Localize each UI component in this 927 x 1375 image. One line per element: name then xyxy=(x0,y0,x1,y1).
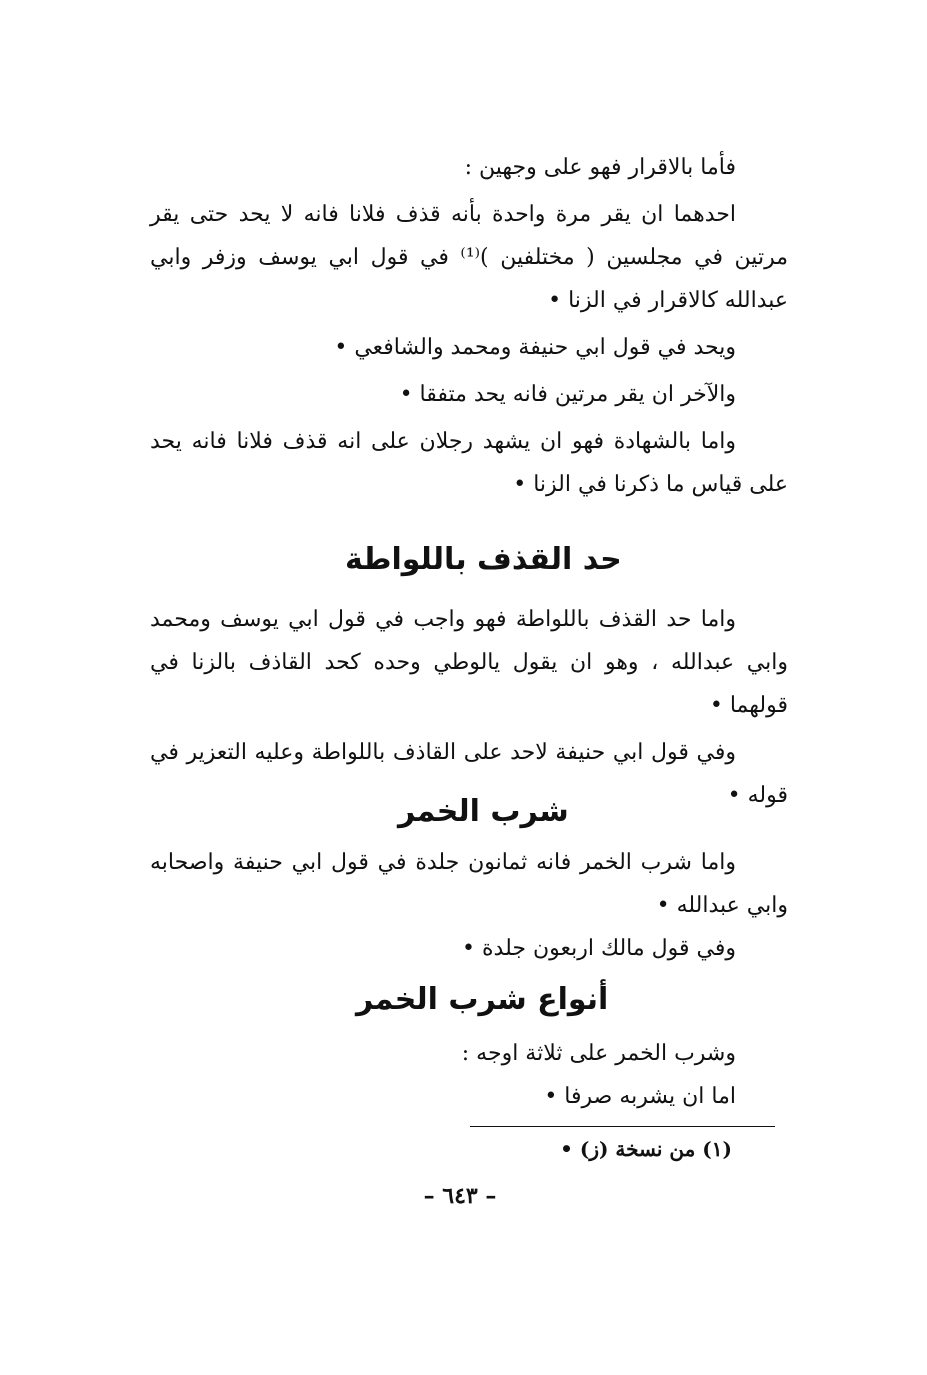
paragraph: واما شرب الخمر فانه ثمانون جلدة في قول ابي حنيفة واصحابه وابي عبدالله • xyxy=(150,850,788,918)
paragraph: فأما بالاقرار فهو على وجهين : xyxy=(464,155,736,180)
section-khamr xyxy=(150,841,788,970)
paragraph: وشرب الخمر على ثلاثة اوجه : xyxy=(461,1041,736,1066)
section-heading: حد القذف باللواطة xyxy=(345,542,622,577)
paragraph: واما حد القذف باللواطة فهو واجب في قول ابي يوسف ومحمد وابي عبدالله ، وهو ان يقول يالوطي وحده كحد القاذف بالزنا في قولهما • xyxy=(150,607,788,718)
paragraph: وفي قول ابي حنيفة لاحد على القاذف باللواطة وعليه التعزير في قوله • xyxy=(150,740,788,808)
section-heading: شرب الخمر xyxy=(398,794,569,829)
page-number: – ٦٤٣ – xyxy=(423,1183,497,1209)
paragraph: واما بالشهادة فهو ان يشهد رجلان على انه قذف فلانا فانه يحد على قياس ما ذكرنا في الزنا • xyxy=(150,429,788,497)
section-iqrar xyxy=(150,146,788,506)
footnote: (١) من نسخة (ز) • xyxy=(560,1137,732,1161)
paragraph: احدهما ان يقر مرة واحدة بأنه قذف فلانا فانه لا يحد حتى يقر مرتين في مجلسين ( مختلفين )⁽¹⁾ في قول ابي يوسف وزفر وابي عبدالله كالاقرار في الزنا • xyxy=(150,202,788,313)
paragraph: ويحد في قول ابي حنيفة ومحمد والشافعي • xyxy=(334,335,736,360)
section-anwa xyxy=(150,1032,788,1118)
footnote-separator xyxy=(470,1126,775,1127)
section-heading: أنواع شرب الخمر xyxy=(356,982,609,1017)
paragraph: وفي قول مالك اربعون جلدة • xyxy=(462,936,736,961)
section-liwata xyxy=(150,598,788,817)
paragraph: اما ان يشربه صرفا • xyxy=(544,1084,736,1109)
paragraph: والآخر ان يقر مرتين فانه يحد متفقا • xyxy=(399,382,736,407)
